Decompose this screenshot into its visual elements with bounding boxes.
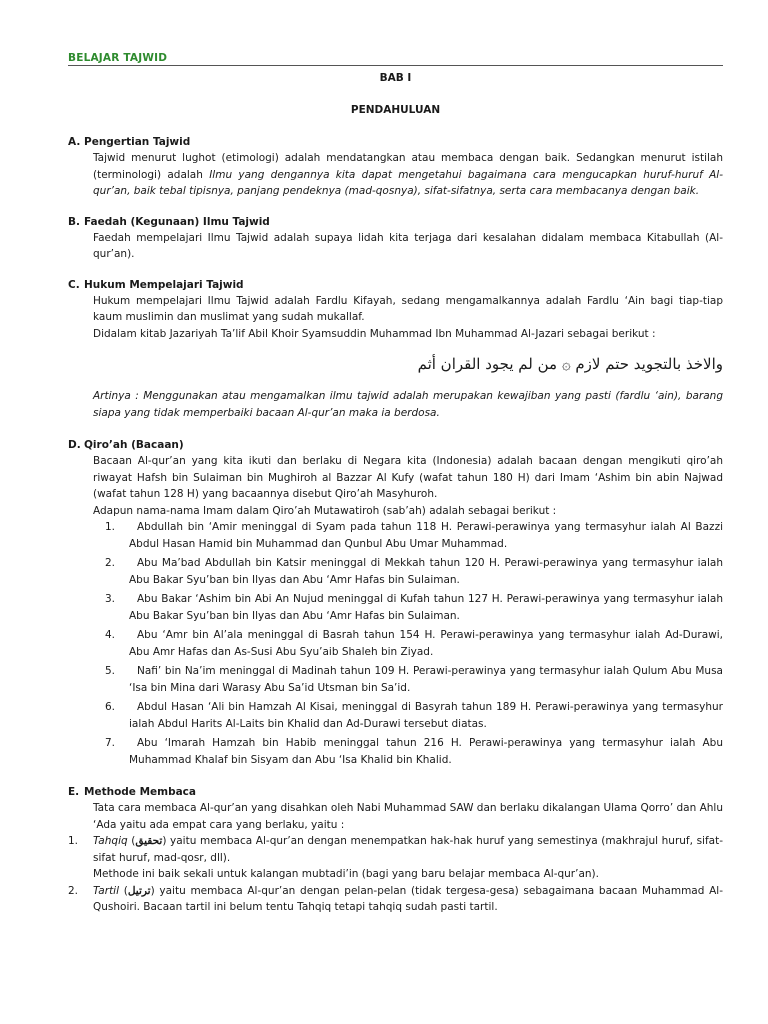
list-number: 7. — [105, 737, 116, 749]
list-text: Abu ‘Amr bin Al’ala meninggal di Basrah tahun 154 H. Perawi-perawinya yang termasyhur ialah Ad-Durawi, Abu Amr Hafas dan As-Susi Abu Syu’aib Shaleh bin Ziyad. — [129, 629, 723, 658]
arabic-verse: والاخذ بالتجويد حتم لازم ۞ من لم يجود القران أثم — [417, 355, 723, 373]
section-letter: D. — [68, 439, 81, 451]
list-number: 2. — [68, 884, 79, 897]
definition-lughot: Tajwid menurut lughot (etimologi) adalah mendatangkan atau membaca dengan baik. Sedangkan menurut istilah (terminologi) adalah — [93, 152, 723, 181]
list-item — [68, 833, 723, 866]
imam-list — [93, 519, 723, 768]
section-d-paragraph-1: Bacaan Al-qur’an yang kita ikuti dan berlaku di Negara kita (Indonesia) adalah bacaan dengan mengikuti qiro’ah riwayat Hafsh bin Sulaiman bin Mughiroh al Bazzar Al Kufy (wafat tahun 180 H) dari Imam ‘Ashim bin abin Najwad (wafat tahun 128 H) yang bacaannya disebut Qiro’ah Masyhuroh. — [93, 455, 723, 500]
section-letter: C. — [68, 278, 80, 291]
list-text: Abdul Hasan ‘Ali bin Hamzah Al Kisai, meninggal di Basyrah tahun 189 H. Perawi-perawinya yang termasyhur ialah Abdul Harits Al-Laits bin Khalid dan Ad-Durawi tersebut diatas. — [129, 701, 723, 730]
list-number: 6. — [105, 701, 116, 713]
section-e-paragraph: Tata cara membaca Al-qur’an yang disahkan oleh Nabi Muhammad SAW dan berlaku dikalangan Ulama Qorro’ dan Ahlu ‘Ada yaitu ada empat cara yang berlaku, yaitu : — [93, 802, 723, 831]
list-text: Nafi’ bin Na’im meninggal di Madinah tahun 109 H. Perawi-perawinya yang termasyhur ialah Qulum Abu Musa ‘Isa bin Mina dari Warasy Abu Sa’id Utsman bin Sa’id. — [129, 665, 723, 694]
chapter-title: PENDAHULUAN — [350, 104, 441, 116]
section-a-paragraph — [93, 150, 723, 200]
section-c-paragraph-1: Hukum mempelajari Ilmu Tajwid adalah Fardlu Kifayah, sedang mengamalkannya adalah Fardlu ‘Ain bagi tiap-tiap kaum muslimin dan muslimat yang sudah mukallaf. — [93, 294, 723, 323]
section-b-heading — [68, 214, 723, 230]
running-header: BELAJAR TAJWID — [68, 52, 723, 66]
list-number: 2. — [105, 557, 116, 569]
list-item — [93, 663, 723, 696]
list-text: Tahqiq (تحقيق) yaitu membaca Al-qur’an dengan menempatkan hak-hak huruf yang semestinya (makhrajul huruf, sifat-sifat huruf, mad-qosr, dll). — [93, 835, 724, 864]
list-number: 1. — [105, 521, 116, 533]
section-letter: A. — [68, 136, 81, 148]
section-c — [68, 277, 723, 422]
chapter-number: BAB I — [379, 72, 412, 84]
section-title: Faedah (Kegunaan) Ilmu Tajwid — [84, 215, 270, 228]
section-c-paragraph-2: Didalam kitab Jazariyah Ta’lif Abil Khoir Syamsuddin Muhammad Ibn Muhammad Al-Jazari sebagai berikut : — [93, 327, 656, 340]
method-arabic: تحقيق — [135, 835, 163, 847]
translation-text: Artinya : Menggunakan atau mengamalkan ilmu tajwid adalah merupakan kewajiban yang pasti (fardlu ‘ain), barang siapa yang tidak memperbaiki bacaan Al-qur’an maka ia berdosa. — [93, 390, 723, 419]
method-term: Tahqiq — [93, 835, 128, 847]
list-text: Abdullah bin ‘Amir meninggal di Syam pada tahun 118 H. Perawi-perawinya yang termasyhur ialah Al Bazzi Abdul Hasan Hamid bin Muhammad dan Qunbul Abu Umar Muhammad. — [129, 521, 723, 550]
section-title: Qiro’ah (Bacaan) — [84, 439, 184, 451]
section-e — [68, 784, 723, 916]
method-term: Tartil — [93, 884, 120, 897]
section-e-heading — [68, 784, 723, 800]
section-letter: B. — [68, 215, 80, 228]
section-d — [68, 437, 723, 768]
method-description: ) yaitu membaca Al-qur’an dengan pelan-pelan (tidak tergesa-gesa) sebagaimana bacaan Muhammad Al-Qushoiri. Bacaan tartil ini belum tentu Tahqiq tetapi tahqiq sudah pasti tartil. — [93, 884, 723, 913]
section-a — [68, 134, 723, 200]
section-title: Pengertian Tajwid — [84, 136, 191, 148]
list-text: Abu Ma’bad Abdullah bin Katsir meninggal di Mekkah tahun 120 H. Perawi-perawinya yang termasyhur ialah Abu Bakar Syu’ban bin Ilyas dan Abu ‘Amr Hafas bin Sulaiman. — [129, 557, 723, 586]
list-number: 5. — [105, 665, 116, 677]
list-item — [93, 699, 723, 732]
method-description: ) yaitu membaca Al-qur’an dengan menempatkan hak-hak huruf yang semestinya (makhrajul huruf, sifat-sifat huruf, mad-qosr, dll). — [93, 835, 724, 864]
list-number: 1. — [68, 835, 79, 847]
list-item — [93, 735, 723, 768]
section-b — [68, 214, 723, 263]
method-note: Methode ini baik sekali untuk kalangan mubtadi’in (bagi yang baru belajar membaca Al-qur’an). — [93, 868, 599, 880]
section-a-heading — [68, 134, 723, 150]
list-item — [93, 519, 723, 552]
section-d-heading — [68, 437, 723, 453]
section-letter: E. — [68, 786, 80, 798]
method-arabic: ترتيل — [127, 884, 151, 897]
section-c-heading — [68, 277, 723, 293]
document-page — [68, 52, 723, 916]
section-title: Hukum Mempelajari Tajwid — [84, 278, 244, 291]
verse-translation — [93, 388, 723, 421]
list-text: Abu Bakar ‘Ashim bin Abi An Nujud meninggal di Kufah tahun 127 H. Perawi-perawinya yang termasyhur ialah Abu Bakar Syu’ban bin Ilyas dan Abu ‘Amr Hafas bin Sulaiman. — [129, 593, 723, 622]
list-number: 4. — [105, 629, 116, 641]
list-item — [93, 555, 723, 588]
list-text: Abu ‘Imarah Hamzah bin Habib meninggal tahun 216 H. Perawi-perawinya yang termasyhur ialah Abu Muhammad Khalaf bin Sisyam dan Abu ‘Isa Khalid bin Khalid. — [129, 737, 723, 766]
list-item — [68, 883, 723, 916]
section-title: Methode Membaca — [84, 786, 196, 798]
list-number: 3. — [105, 593, 116, 605]
list-text: Tartil (ترتيل) yaitu membaca Al-qur’an dengan pelan-pelan (tidak tergesa-gesa) sebagaimana bacaan Muhammad Al-Qushoiri. Bacaan tartil ini belum tentu Tahqiq tetapi tahqiq sudah pasti tartil. — [93, 884, 723, 913]
list-item — [93, 591, 723, 624]
definition-istilah: Ilmu yang dengannya kita dapat mengetahui bagaimana cara mengucapkan huruf-huruf Al-qur’an, baik tebal tipisnya, panjang pendeknya (mad-qosnya), sifat-sifatnya, serta cara membacanya dengan baik. — [93, 168, 724, 197]
method-list — [68, 833, 723, 916]
section-b-paragraph: Faedah mempelajari Ilmu Tajwid adalah supaya lidah kita terjaga dari kesalahan didalam membaca Kitabullah (Al-qur’an). — [93, 231, 723, 260]
section-d-paragraph-2: Adapun nama-nama Imam dalam Qiro’ah Mutawatiroh (sab’ah) adalah sebagai berikut : — [93, 504, 557, 517]
list-item — [93, 627, 723, 660]
